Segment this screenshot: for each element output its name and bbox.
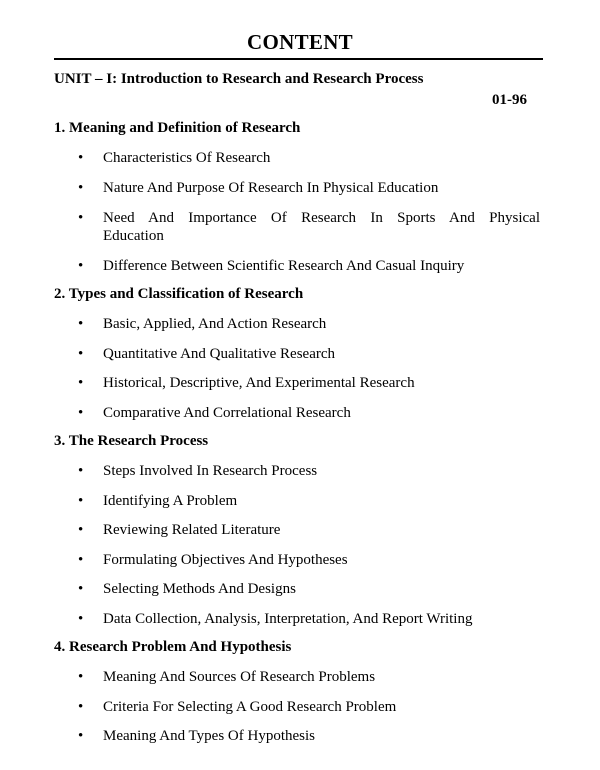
- list-item-text: Comparative And Correlational Research: [103, 405, 351, 421]
- bullet-icon: •: [78, 405, 84, 421]
- bullet-icon: •: [78, 611, 84, 627]
- section-heading: 3. The Research Process: [54, 433, 209, 449]
- bullet-icon: •: [78, 375, 84, 391]
- list-item-text: Difference Between Scientific Research And Casual Inquiry: [103, 258, 465, 274]
- bullet-icon: •: [78, 581, 84, 597]
- list-item-text: Selecting Methods And Designs: [103, 581, 296, 597]
- bullet-icon: •: [78, 150, 84, 166]
- list-item-text: Meaning And Types Of Hypothesis: [103, 728, 315, 744]
- bullet-icon: •: [78, 316, 84, 332]
- list-item-text: Nature And Purpose Of Research In Physical Education: [103, 180, 439, 196]
- bullet-icon: •: [78, 258, 84, 274]
- bullet-icon: •: [78, 522, 84, 538]
- unit-page-range: 01-96: [492, 92, 527, 108]
- bullet-icon: •: [78, 210, 84, 226]
- bullet-icon: •: [78, 728, 84, 744]
- list-item-text: Reviewing Related Literature: [103, 522, 281, 538]
- bullet-icon: •: [78, 180, 84, 196]
- section-heading: 4. Research Problem And Hypothesis: [54, 639, 292, 655]
- section-heading: 1. Meaning and Definition of Research: [54, 120, 301, 136]
- bullet-icon: •: [78, 493, 84, 509]
- list-item-text: Basic, Applied, And Action Research: [103, 316, 327, 332]
- list-item-text: Criteria For Selecting A Good Research Problem: [103, 699, 397, 715]
- list-item-text: Quantitative And Qualitative Research: [103, 346, 336, 362]
- page-title: CONTENT: [247, 30, 353, 54]
- list-item-text: Characteristics Of Research: [103, 150, 271, 166]
- bullet-icon: •: [78, 699, 84, 715]
- list-item-text: Steps Involved In Research Process: [103, 463, 318, 479]
- list-item-text: Data Collection, Analysis, Interpretation, And Report Writing: [103, 611, 473, 627]
- bullet-icon: •: [78, 552, 84, 568]
- title-rule: [54, 58, 543, 60]
- list-item-text: Need And Importance Of Research In Sports And Physical Education: [103, 210, 540, 244]
- list-item-text: Formulating Objectives And Hypotheses: [103, 552, 348, 568]
- list-item-text: Historical, Descriptive, And Experimental Research: [103, 375, 415, 391]
- bullet-icon: •: [78, 463, 84, 479]
- bullet-icon: •: [78, 669, 84, 685]
- section-heading: 2. Types and Classification of Research: [54, 286, 304, 302]
- bullet-icon: •: [78, 346, 84, 362]
- unit-title: UNIT – I: Introduction to Research and Research Process: [54, 71, 424, 87]
- list-item-text: Identifying A Problem: [103, 493, 238, 509]
- list-item-text: Meaning And Sources Of Research Problems: [103, 669, 376, 685]
